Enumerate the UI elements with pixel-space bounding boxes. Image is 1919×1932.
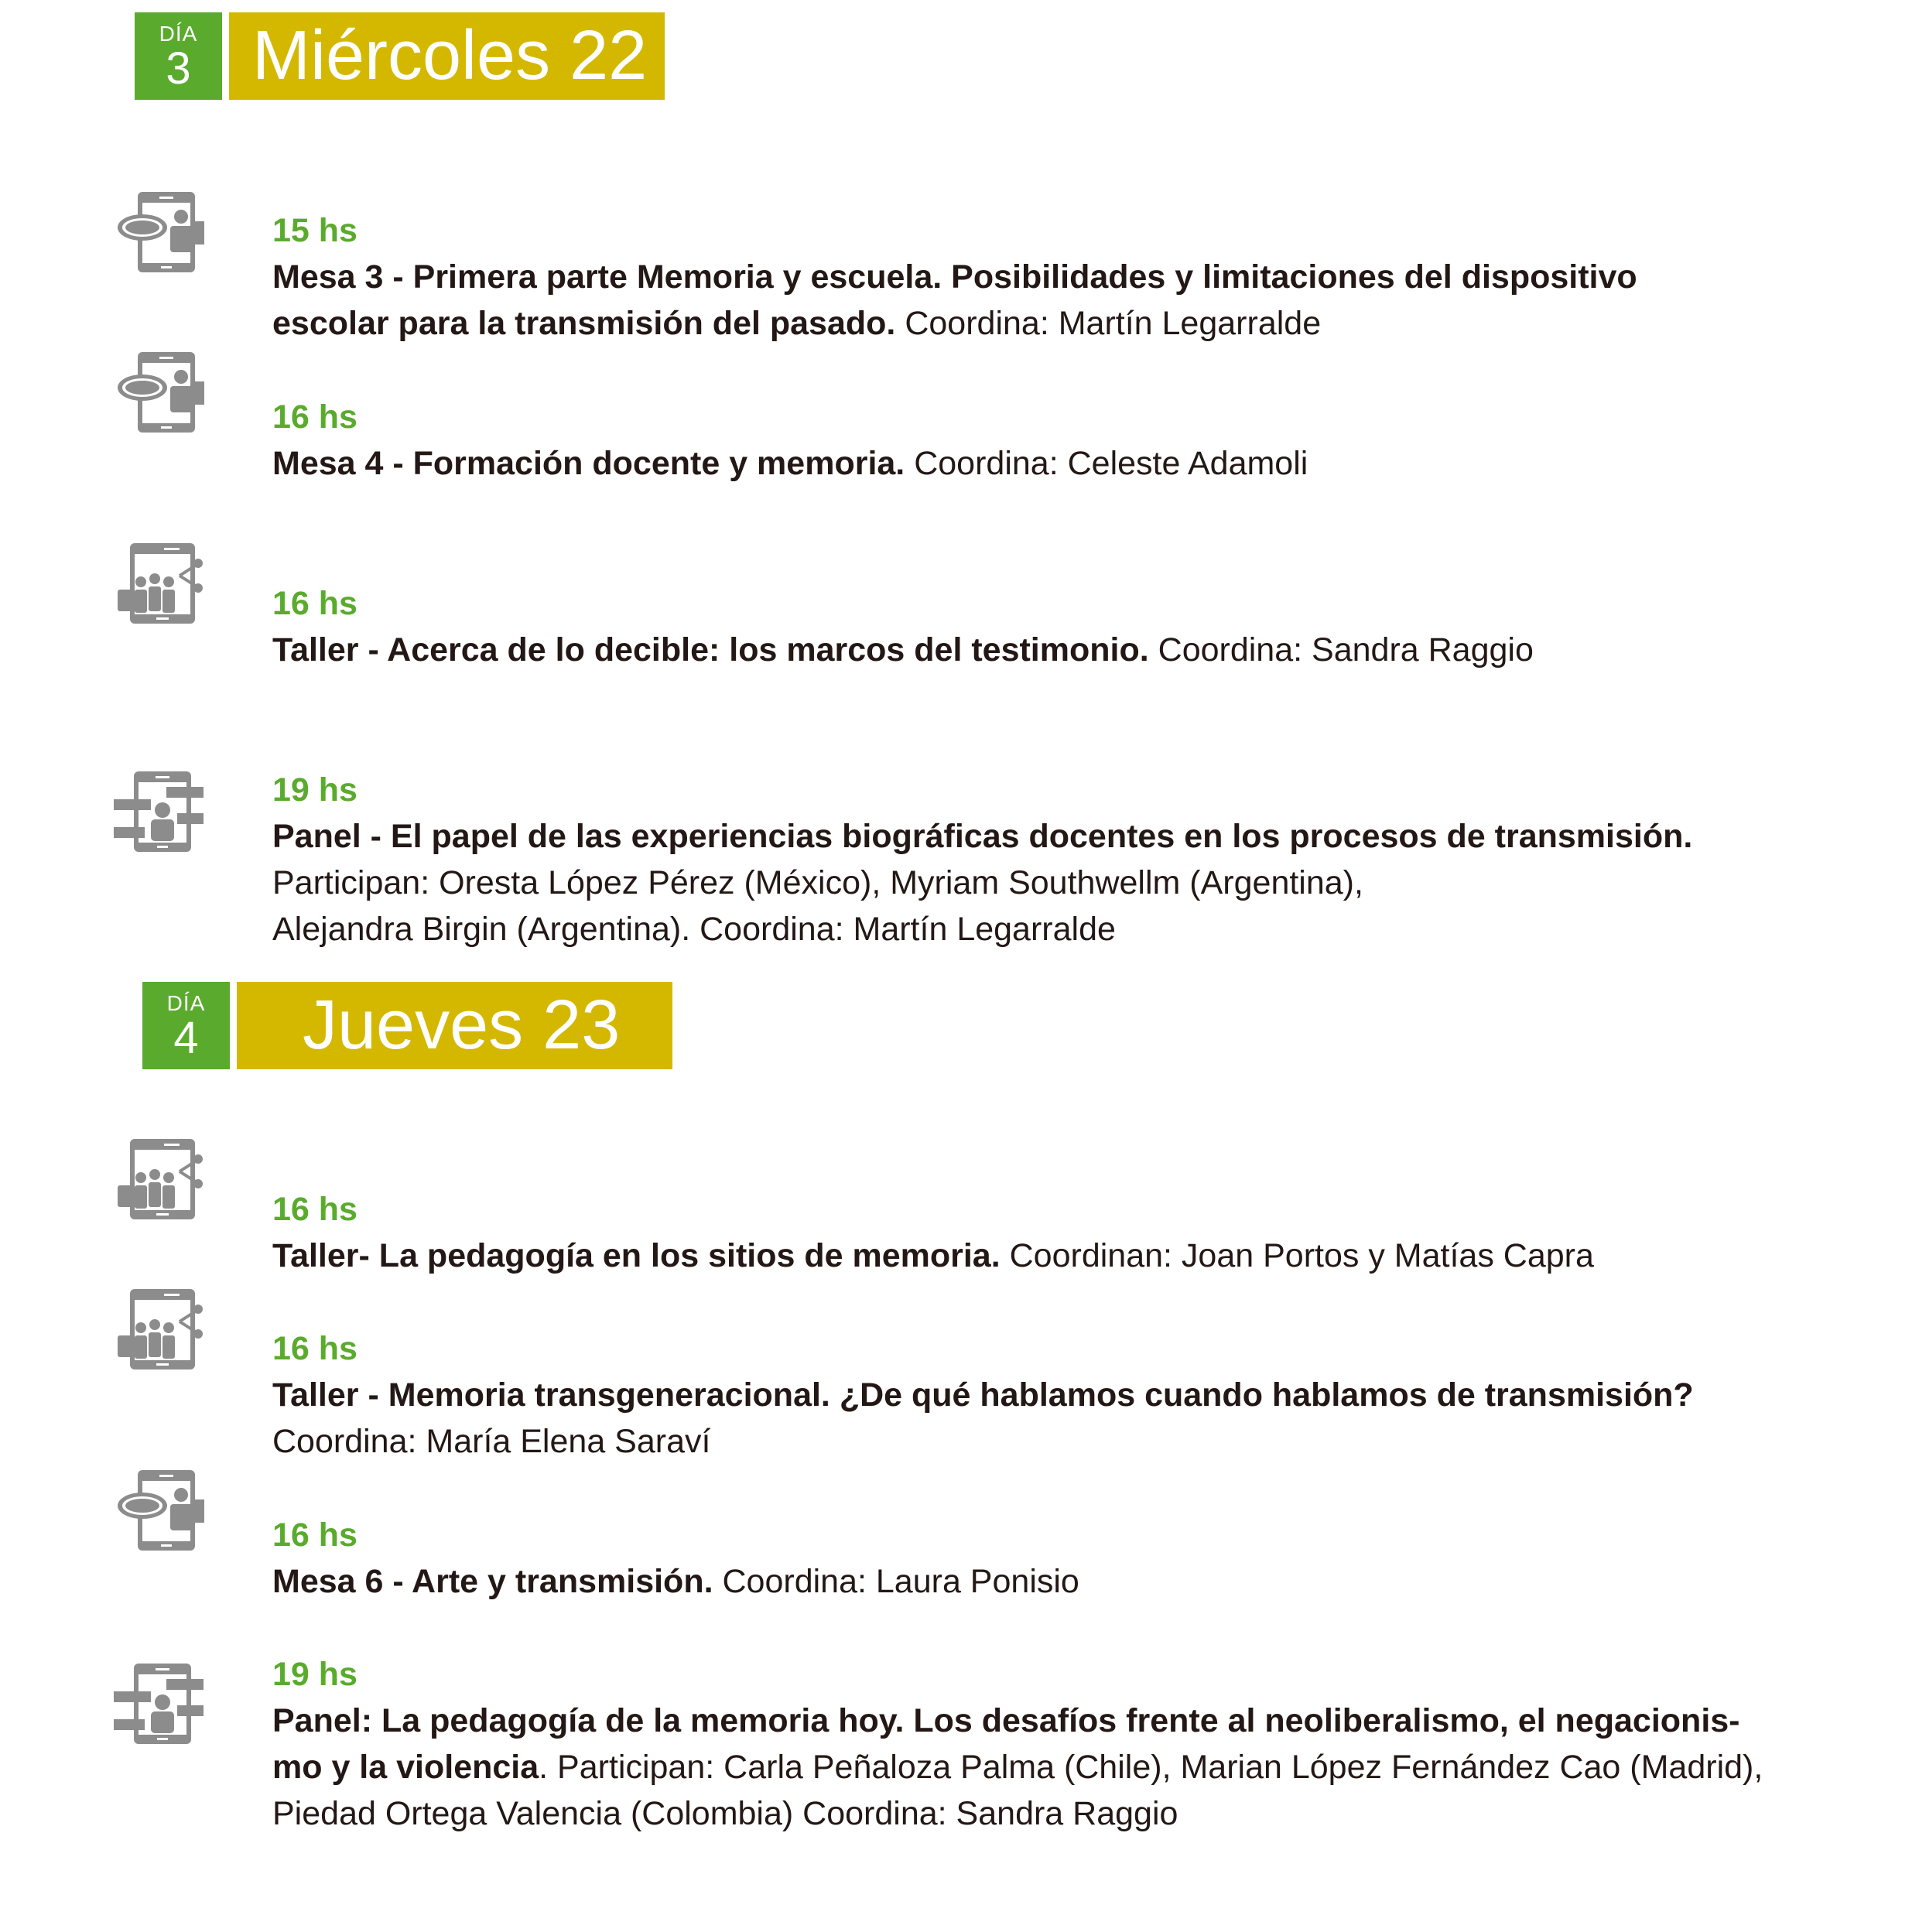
event-detail: Coordina: Martín Legarralde <box>895 305 1322 342</box>
event-line <box>272 860 1866 906</box>
event-detail: Coordina: Laura Ponisio <box>713 1563 1079 1600</box>
event-entry <box>272 1186 1866 1279</box>
event-entry <box>272 767 1866 952</box>
event-line <box>272 813 1866 860</box>
mesa-chat-icon <box>115 350 207 436</box>
day-title: Miércoles 22 <box>229 12 665 100</box>
event-title: Taller - Memoria transgeneracional. ¿De qué hablamos cuando hablamos de transmisión? <box>272 1376 1694 1414</box>
day-label: DÍA <box>166 991 206 1015</box>
event-time: 19 hs <box>272 1656 357 1693</box>
event-time: 16 hs <box>272 1517 357 1554</box>
event-line <box>272 440 1866 487</box>
mesa-chat-icon <box>115 190 207 275</box>
event-line <box>272 1233 1866 1279</box>
event-title: Taller - Acerca de lo decible: los marcos del testimonio. <box>272 631 1149 669</box>
event-entry <box>272 1512 1866 1605</box>
event-time: 15 hs <box>272 212 357 249</box>
event-time: 19 hs <box>272 771 357 809</box>
event-detail: Piedad Ortega Valencia (Colombia) Coordina: Sandra Raggio <box>272 1795 1178 1832</box>
day-number: 4 <box>173 1013 199 1063</box>
day-3-header <box>135 12 665 100</box>
event-line <box>272 1790 1866 1837</box>
panel-speaker-icon <box>112 1662 205 1747</box>
mesa-chat-icon <box>115 1469 207 1554</box>
event-title: Mesa 4 - Formación docente y memoria. <box>272 445 905 482</box>
day-title: Jueves 23 <box>237 982 672 1069</box>
event-detail: Alejandra Birgin (Argentina). Coordina: Martín Legarralde <box>272 911 1116 948</box>
event-line <box>272 1698 1866 1744</box>
event-title: Mesa 3 - Primera parte Memoria y escuela. Posibilidades y limitaciones del dispositivo <box>272 258 1637 296</box>
event-title: Panel - El papel de las experiencias biográficas docentes en los procesos de transmisión. <box>272 818 1693 855</box>
event-title: Mesa 6 - Arte y transmisión. <box>272 1563 713 1600</box>
event-line <box>272 254 1866 300</box>
event-line <box>272 627 1866 673</box>
event-line <box>272 906 1866 952</box>
event-detail: Coordina: María Elena Saraví <box>272 1423 711 1460</box>
event-detail: Coordina: Sandra Raggio <box>1148 631 1534 669</box>
event-entry <box>272 207 1866 347</box>
day-number: 3 <box>166 43 191 94</box>
event-line <box>272 1372 1866 1418</box>
day-badge <box>135 12 222 100</box>
event-time: 16 hs <box>272 1191 357 1228</box>
event-title: escolar para la transmisión del pasado. <box>272 305 896 342</box>
event-time: 16 hs <box>272 1330 357 1367</box>
taller-group-icon <box>115 1287 207 1373</box>
event-time: 16 hs <box>272 398 357 436</box>
event-line <box>272 1558 1866 1605</box>
event-time: 16 hs <box>272 585 357 622</box>
event-title: Taller- La pedagogía en los sitios de memoria. <box>272 1237 1001 1274</box>
event-detail: . Participan: Carla Peñaloza Palma (Chile), Marian López Fernández Cao (Madrid), <box>539 1749 1763 1786</box>
event-detail: Participan: Oresta López Pérez (México), Myriam Southwellm (Argentina), <box>272 864 1363 901</box>
event-entry <box>272 1325 1866 1465</box>
event-entry <box>272 1651 1866 1837</box>
event-detail: Coordinan: Joan Portos y Matías Capra <box>1000 1237 1594 1274</box>
day-badge <box>142 982 230 1069</box>
event-title: Panel: La pedagogía de la memoria hoy. Los desafíos frente al neoliberalismo, el negacionis- <box>272 1702 1740 1739</box>
event-line <box>272 1744 1866 1790</box>
day-label: DÍA <box>159 22 198 46</box>
event-entry <box>272 394 1866 487</box>
taller-group-icon <box>115 1137 207 1222</box>
event-line <box>272 300 1866 347</box>
day-4-header <box>142 982 672 1069</box>
event-detail: Coordina: Celeste Adamoli <box>905 445 1308 482</box>
taller-group-icon <box>115 542 207 627</box>
panel-speaker-icon <box>112 770 205 855</box>
event-title: mo y la violencia <box>272 1749 539 1786</box>
event-entry <box>272 580 1866 673</box>
event-line <box>272 1418 1866 1465</box>
